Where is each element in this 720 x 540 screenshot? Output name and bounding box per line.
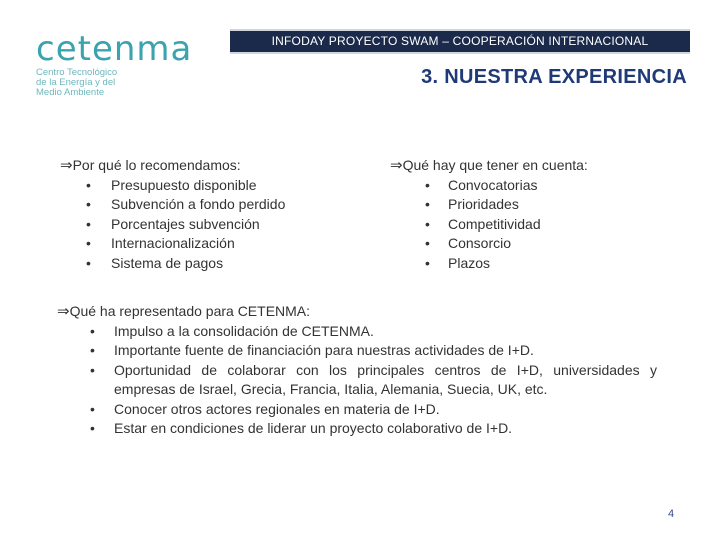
impact-list xyxy=(57,302,657,439)
list-item-text: Consorcio xyxy=(448,235,512,251)
bullet-icon: • xyxy=(86,235,91,251)
list-item xyxy=(57,419,657,439)
bullet-icon: • xyxy=(425,215,430,232)
list-item xyxy=(390,234,588,254)
list-item-text: Plazos xyxy=(448,254,491,271)
bullet-icon: • xyxy=(90,342,95,358)
list-item-text: Presupuesto disponible xyxy=(111,176,257,193)
bullet-icon: • xyxy=(86,254,91,271)
header-banner: INFODAY PROYECTO SWAM – COOPERACIÓN INTERNACIONAL xyxy=(230,29,690,54)
bullet-icon: • xyxy=(425,196,430,212)
list-item xyxy=(60,215,285,235)
logo-subtitle xyxy=(36,68,226,98)
logo-subtitle-line: de la Energía y del xyxy=(36,77,116,88)
implies-arrow-icon: ⇒ xyxy=(57,303,70,320)
bullet-icon: • xyxy=(90,322,95,339)
list-item-text: Sistema de pagos xyxy=(111,254,224,271)
list-item xyxy=(57,361,657,400)
list-item-text: Porcentajes subvención xyxy=(111,215,260,232)
list-item xyxy=(57,341,657,361)
section-title: 3. NUESTRA EXPERIENCIA xyxy=(421,66,687,88)
list-item-text: Impulso a la consolidación de CETENMA. xyxy=(114,322,374,339)
list-item xyxy=(60,195,285,215)
list-item xyxy=(390,176,588,196)
list-heading-text: Qué ha representado para CETENMA: xyxy=(69,303,311,319)
list-item xyxy=(57,322,657,342)
list-item xyxy=(390,195,588,215)
list-item-text: Convocatorias xyxy=(448,176,538,193)
list-heading-text: Qué hay que tener en cuenta: xyxy=(402,157,588,173)
list-item-text: Internacionalización xyxy=(111,235,235,251)
logo-wordmark: cetenma xyxy=(36,29,193,69)
bullet-icon: • xyxy=(90,400,95,417)
page-number: 4 xyxy=(668,508,675,520)
list-item xyxy=(60,234,285,254)
logo-subtitle-line: Medio Ambiente xyxy=(36,87,105,98)
list-item-text: Subvención a fondo perdido xyxy=(111,196,286,212)
list-heading xyxy=(390,156,588,176)
list-item-text: Conocer otros actores regionales en materia de I+D. xyxy=(114,400,440,417)
bullet-icon: • xyxy=(425,254,430,271)
implies-arrow-icon: ⇒ xyxy=(390,157,403,174)
bullet-icon: • xyxy=(86,176,91,193)
list-item-text: Prioridades xyxy=(448,196,519,212)
list-item-text: Oportunidad de colaborar con los principales centros de I+D, universidades y empresas de Israel, Grecia, Francia, Italia, Alemania, Suecia, UK, etc. xyxy=(114,361,657,397)
list-heading xyxy=(57,302,657,322)
implies-arrow-icon: ⇒ xyxy=(60,157,73,174)
list-item xyxy=(60,254,285,274)
bullet-icon: • xyxy=(90,361,95,378)
list-item-text: Estar en condiciones de liderar un proyecto colaborativo de I+D. xyxy=(114,420,513,436)
list-heading xyxy=(60,156,285,176)
list-item-text: Competitividad xyxy=(448,215,541,232)
list-item xyxy=(57,400,657,420)
list-heading-text: Por qué lo recomendamos: xyxy=(72,157,241,173)
list-item-text: Importante fuente de financiación para nuestras actividades de I+D. xyxy=(114,342,534,358)
list-item xyxy=(390,254,588,274)
logo-subtitle-line: Centro Tecnológico xyxy=(36,67,118,78)
bullet-icon: • xyxy=(90,420,95,436)
considerations-list xyxy=(390,156,588,273)
bullet-icon: • xyxy=(425,235,430,251)
bullet-icon: • xyxy=(86,215,91,232)
cetenma-logo xyxy=(36,29,226,98)
list-item xyxy=(60,176,285,196)
recommend-list xyxy=(60,156,285,273)
bullet-icon: • xyxy=(425,176,430,193)
bullet-icon: • xyxy=(86,196,91,212)
list-item xyxy=(390,215,588,235)
